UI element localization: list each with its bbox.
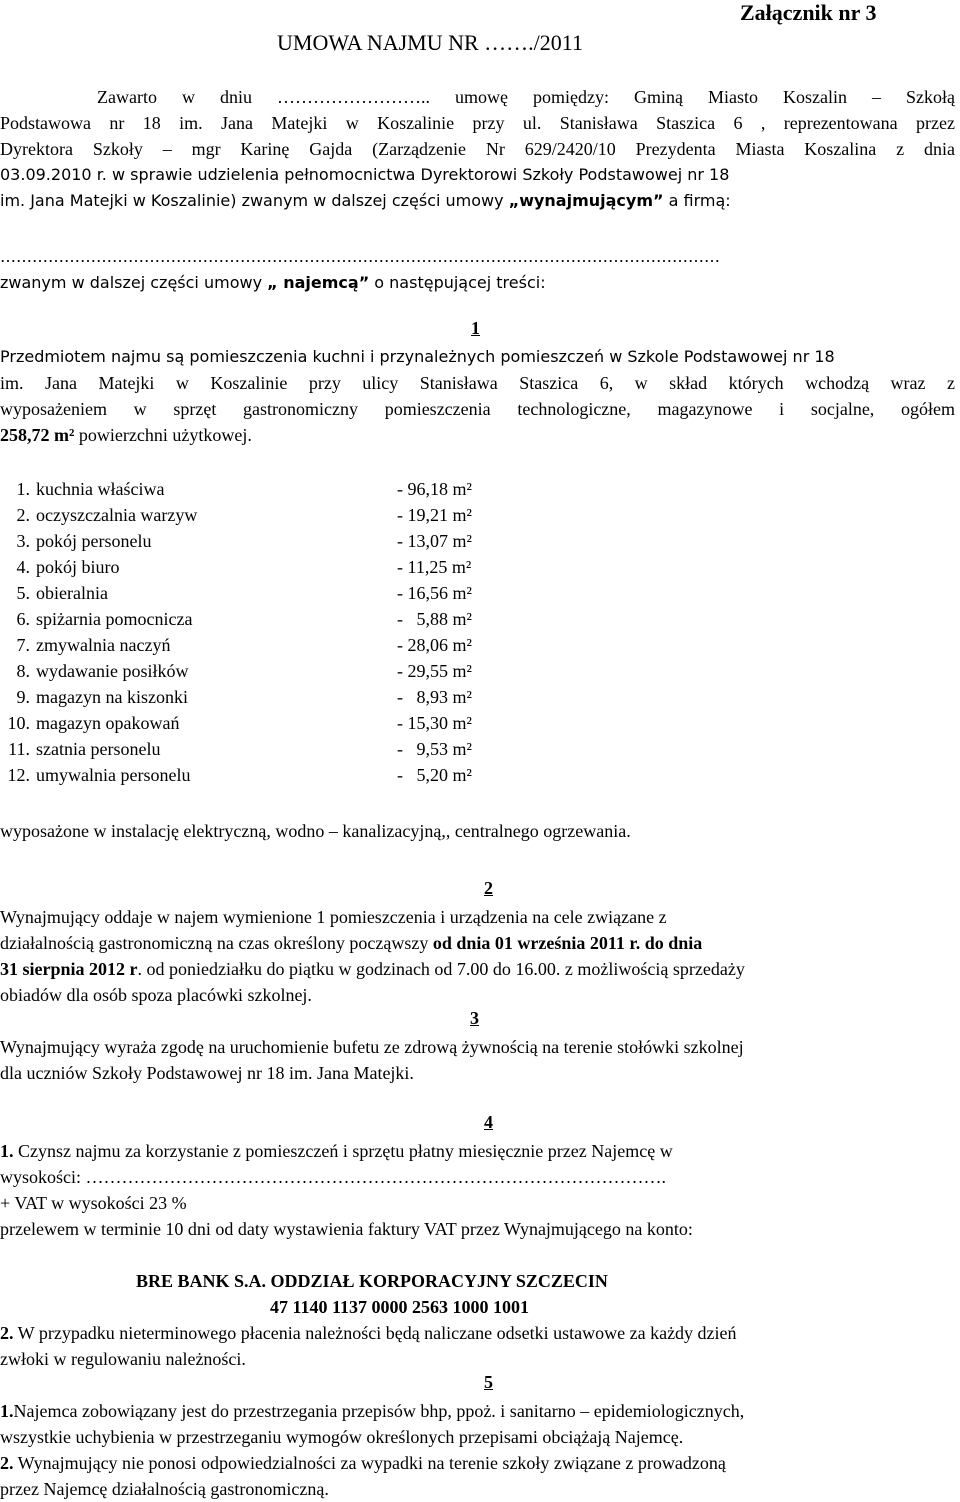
s4-para-2: [0, 1320, 737, 1346]
room-item: [0, 580, 520, 606]
annex-label: Załącznik nr 3: [740, 0, 877, 25]
s2-line-3-text: . od poniedziałku do piątku w godzinach od 7.00 do 16.00. z możliwością sprzedaży: [137, 959, 745, 979]
s4-p2-text: W przypadku nieterminowego płacenia należności będą naliczane odsetki ustawowe za każdy dzień: [13, 1323, 737, 1343]
section-4-heading: 4: [484, 1112, 493, 1132]
intro-line-5: [0, 188, 731, 214]
room-area: - 8,93 m²: [397, 687, 472, 707]
room-number: 3.: [16, 531, 30, 551]
s4-para-1: [0, 1138, 673, 1164]
lease-start: od dnia 01 września 2011 r. do dnia: [432, 933, 703, 953]
s4-p2-number: 2.: [0, 1323, 14, 1343]
intro-line-2: Podstawowa nr 18 im. Jana Matejki w Koszalinie przy ul. Stanisława Staszica 6 , reprezentowana przez: [0, 113, 955, 133]
room-item: [0, 476, 520, 502]
section-3-heading: 3: [470, 1008, 479, 1028]
s5-p2-cont: przez Najemcę działalnością gastronomiczną.: [0, 1479, 329, 1499]
intro-line-5-text: im. Jana Matejki w Koszalinie) zwanym w dalszej części umowy: [0, 191, 509, 210]
room-item: [0, 554, 520, 580]
room-number: 8.: [16, 661, 30, 681]
room-name: pokój personelu: [36, 531, 152, 551]
s1-line-3: wyposażeniem w sprzęt gastronomiczny pomieszczenia technologiczne, magazynowe i socjalne, ogółem: [0, 399, 955, 419]
s2-line-1: Wynajmujący oddaje w najem wymienione 1 pomieszczenia i urządzenia na cele związane z: [0, 907, 667, 927]
room-area: - 5,20 m²: [397, 765, 472, 785]
room-number: 5.: [16, 583, 30, 603]
room-area: - 13,07 m²: [397, 531, 472, 551]
room-name: zmywalnia naczyń: [36, 635, 171, 655]
room-area: - 15,30 m²: [397, 713, 472, 733]
room-name: oczyszczalnia warzyw: [36, 505, 198, 525]
room-item: [0, 658, 520, 684]
room-number: 7.: [16, 635, 30, 655]
s4-p2-cont: zwłoki w regulowaniu należności.: [0, 1349, 246, 1369]
intro-line-6-end: o następującej treści:: [369, 273, 546, 292]
s4-amount-line: wysokości: …………………………………………………………………………………….: [0, 1167, 666, 1187]
room-name: obieralnia: [36, 583, 108, 603]
intro-line-3: Dyrektora Szkoły – mgr Karinę Gajda (Zarządzenie Nr 629/2420/10 Prezydenta Miasta Koszalina z dnia: [0, 139, 955, 159]
room-area: - 16,56 m²: [397, 583, 472, 603]
room-item: [0, 736, 520, 762]
s5-para-1: [0, 1398, 744, 1424]
contract-title: UMOWA NAJMU NR ……./2011: [277, 30, 583, 55]
s1-line-4: [0, 422, 252, 448]
room-item: [0, 710, 520, 736]
intro-line-6: [0, 270, 546, 296]
s5-para-2: [0, 1450, 726, 1476]
room-area: - 29,55 m²: [397, 661, 472, 681]
s5-p1-text: Najemca zobowiązany jest do przestrzegania przepisów bhp, ppoż. i sanitarno – epidemiologicznych,: [13, 1401, 745, 1421]
total-area: 258,72 m²: [0, 425, 75, 445]
room-area: - 96,18 m²: [397, 479, 472, 499]
bank-account: 47 1140 1137 0000 2563 1000 1001: [270, 1297, 530, 1317]
intro-line-1: Zawarto w dniu …………………….. umowę pomiędzy: Gminą Miasto Koszalin – Szkołą: [97, 87, 955, 107]
room-name: kuchnia właściwa: [36, 479, 165, 499]
room-area: - 28,06 m²: [397, 635, 472, 655]
s5-p1-cont: wszystkie uchybienia w przestrzeganiu wymogów określonych przepisami obciążają Najemcę.: [0, 1427, 684, 1447]
equipment-note: wyposażone w instalację elektryczną, wodno – kanalizacyjną,, centralnego ogrzewania.: [0, 821, 631, 841]
room-area: - 19,21 m²: [397, 505, 472, 525]
s4-transfer-line: przelewem w terminie 10 dni od daty wystawienia faktury VAT przez Wynajmującego na konto:: [0, 1219, 693, 1239]
lease-end: 31 sierpnia 2012 r: [0, 959, 138, 979]
room-item: [0, 762, 520, 788]
total-area-suffix: powierzchni użytkowej.: [74, 425, 252, 445]
s1-line-1: Przedmiotem najmu są pomieszczenia kuchni i przynależnych pomieszczeń w Szkole Podstawowej nr 18: [0, 347, 835, 366]
s2-line-2: [0, 930, 702, 956]
room-name: umywalnia personelu: [36, 765, 191, 785]
room-number: 2.: [16, 505, 30, 525]
intro-line-5-end: a firmą:: [663, 191, 731, 210]
room-number: 4.: [16, 557, 30, 577]
section-5-heading: 5: [484, 1372, 493, 1392]
room-name: wydawanie posiłków: [36, 661, 189, 681]
room-item: [0, 528, 520, 554]
s3-line-2: dla uczniów Szkoły Podstawowej nr 18 im. Jana Matejki.: [0, 1063, 414, 1083]
company-dots: ………………………………………………………………………………………………………………………: [0, 247, 720, 266]
room-area: - 5,88 m²: [397, 609, 472, 629]
section-1-heading: 1: [471, 318, 480, 338]
s5-p1-number: 1.: [0, 1401, 14, 1421]
s2-line-3: [0, 956, 745, 982]
room-number: 12.: [7, 765, 30, 785]
section-2-heading: 2: [484, 878, 493, 898]
room-number: 9.: [16, 687, 30, 707]
room-number: 11.: [8, 739, 30, 759]
intro-line-6-text: zwanym w dalszej części umowy: [0, 273, 268, 292]
room-name: spiżarnia pomocnicza: [36, 609, 193, 629]
room-name: magazyn opakowań: [36, 713, 180, 733]
bank-name: BRE BANK S.A. ODDZIAŁ KORPORACYJNY SZCZECIN: [136, 1271, 608, 1291]
room-name: magazyn na kiszonki: [36, 687, 188, 707]
s5-p2-text: Wynajmujący nie ponosi odpowiedzialności za wypadki na terenie szkoły związane z prowadzoną: [13, 1453, 726, 1473]
s2-line-4: obiadów dla osób spoza placówki szkolnej.: [0, 985, 312, 1005]
s4-vat-line: + VAT w wysokości 23 %: [0, 1193, 187, 1213]
room-name: szatnia personelu: [36, 739, 161, 759]
s5-p2-number: 2.: [0, 1453, 14, 1473]
lessor-term: „wynajmującym”: [508, 191, 664, 210]
room-number: 1.: [16, 479, 30, 499]
room-area: - 11,25 m²: [397, 557, 472, 577]
s3-line-1: Wynajmujący wyraża zgodę na uruchomienie bufetu ze zdrową żywnością na terenie stołówki szkolnej: [0, 1037, 744, 1057]
s2-line-2-text: działalnością gastronomiczną na czas określony począwszy: [0, 933, 433, 953]
room-area: - 9,53 m²: [397, 739, 472, 759]
room-item: [0, 502, 520, 528]
room-number: 6.: [16, 609, 30, 629]
room-item: [0, 684, 520, 710]
s4-p1-number: 1.: [0, 1141, 14, 1161]
room-number: 10.: [7, 713, 30, 733]
room-item: [0, 606, 520, 632]
s1-line-2: im. Jana Matejki w Koszalinie przy ulicy Stanisława Staszica 6, w skład których wchodzą wraz z: [0, 373, 955, 393]
room-name: pokój biuro: [36, 557, 120, 577]
intro-line-4: 03.09.2010 r. w sprawie udzielenia pełnomocnictwa Dyrektorowi Szkoły Podstawowej nr 18: [0, 165, 730, 184]
lessee-term: „ najemcą”: [267, 273, 370, 292]
s4-p1-text: Czynsz najmu za korzystanie z pomieszczeń i sprzętu płatny miesięcznie przez Najemcę w: [13, 1141, 673, 1161]
room-item: [0, 632, 520, 658]
